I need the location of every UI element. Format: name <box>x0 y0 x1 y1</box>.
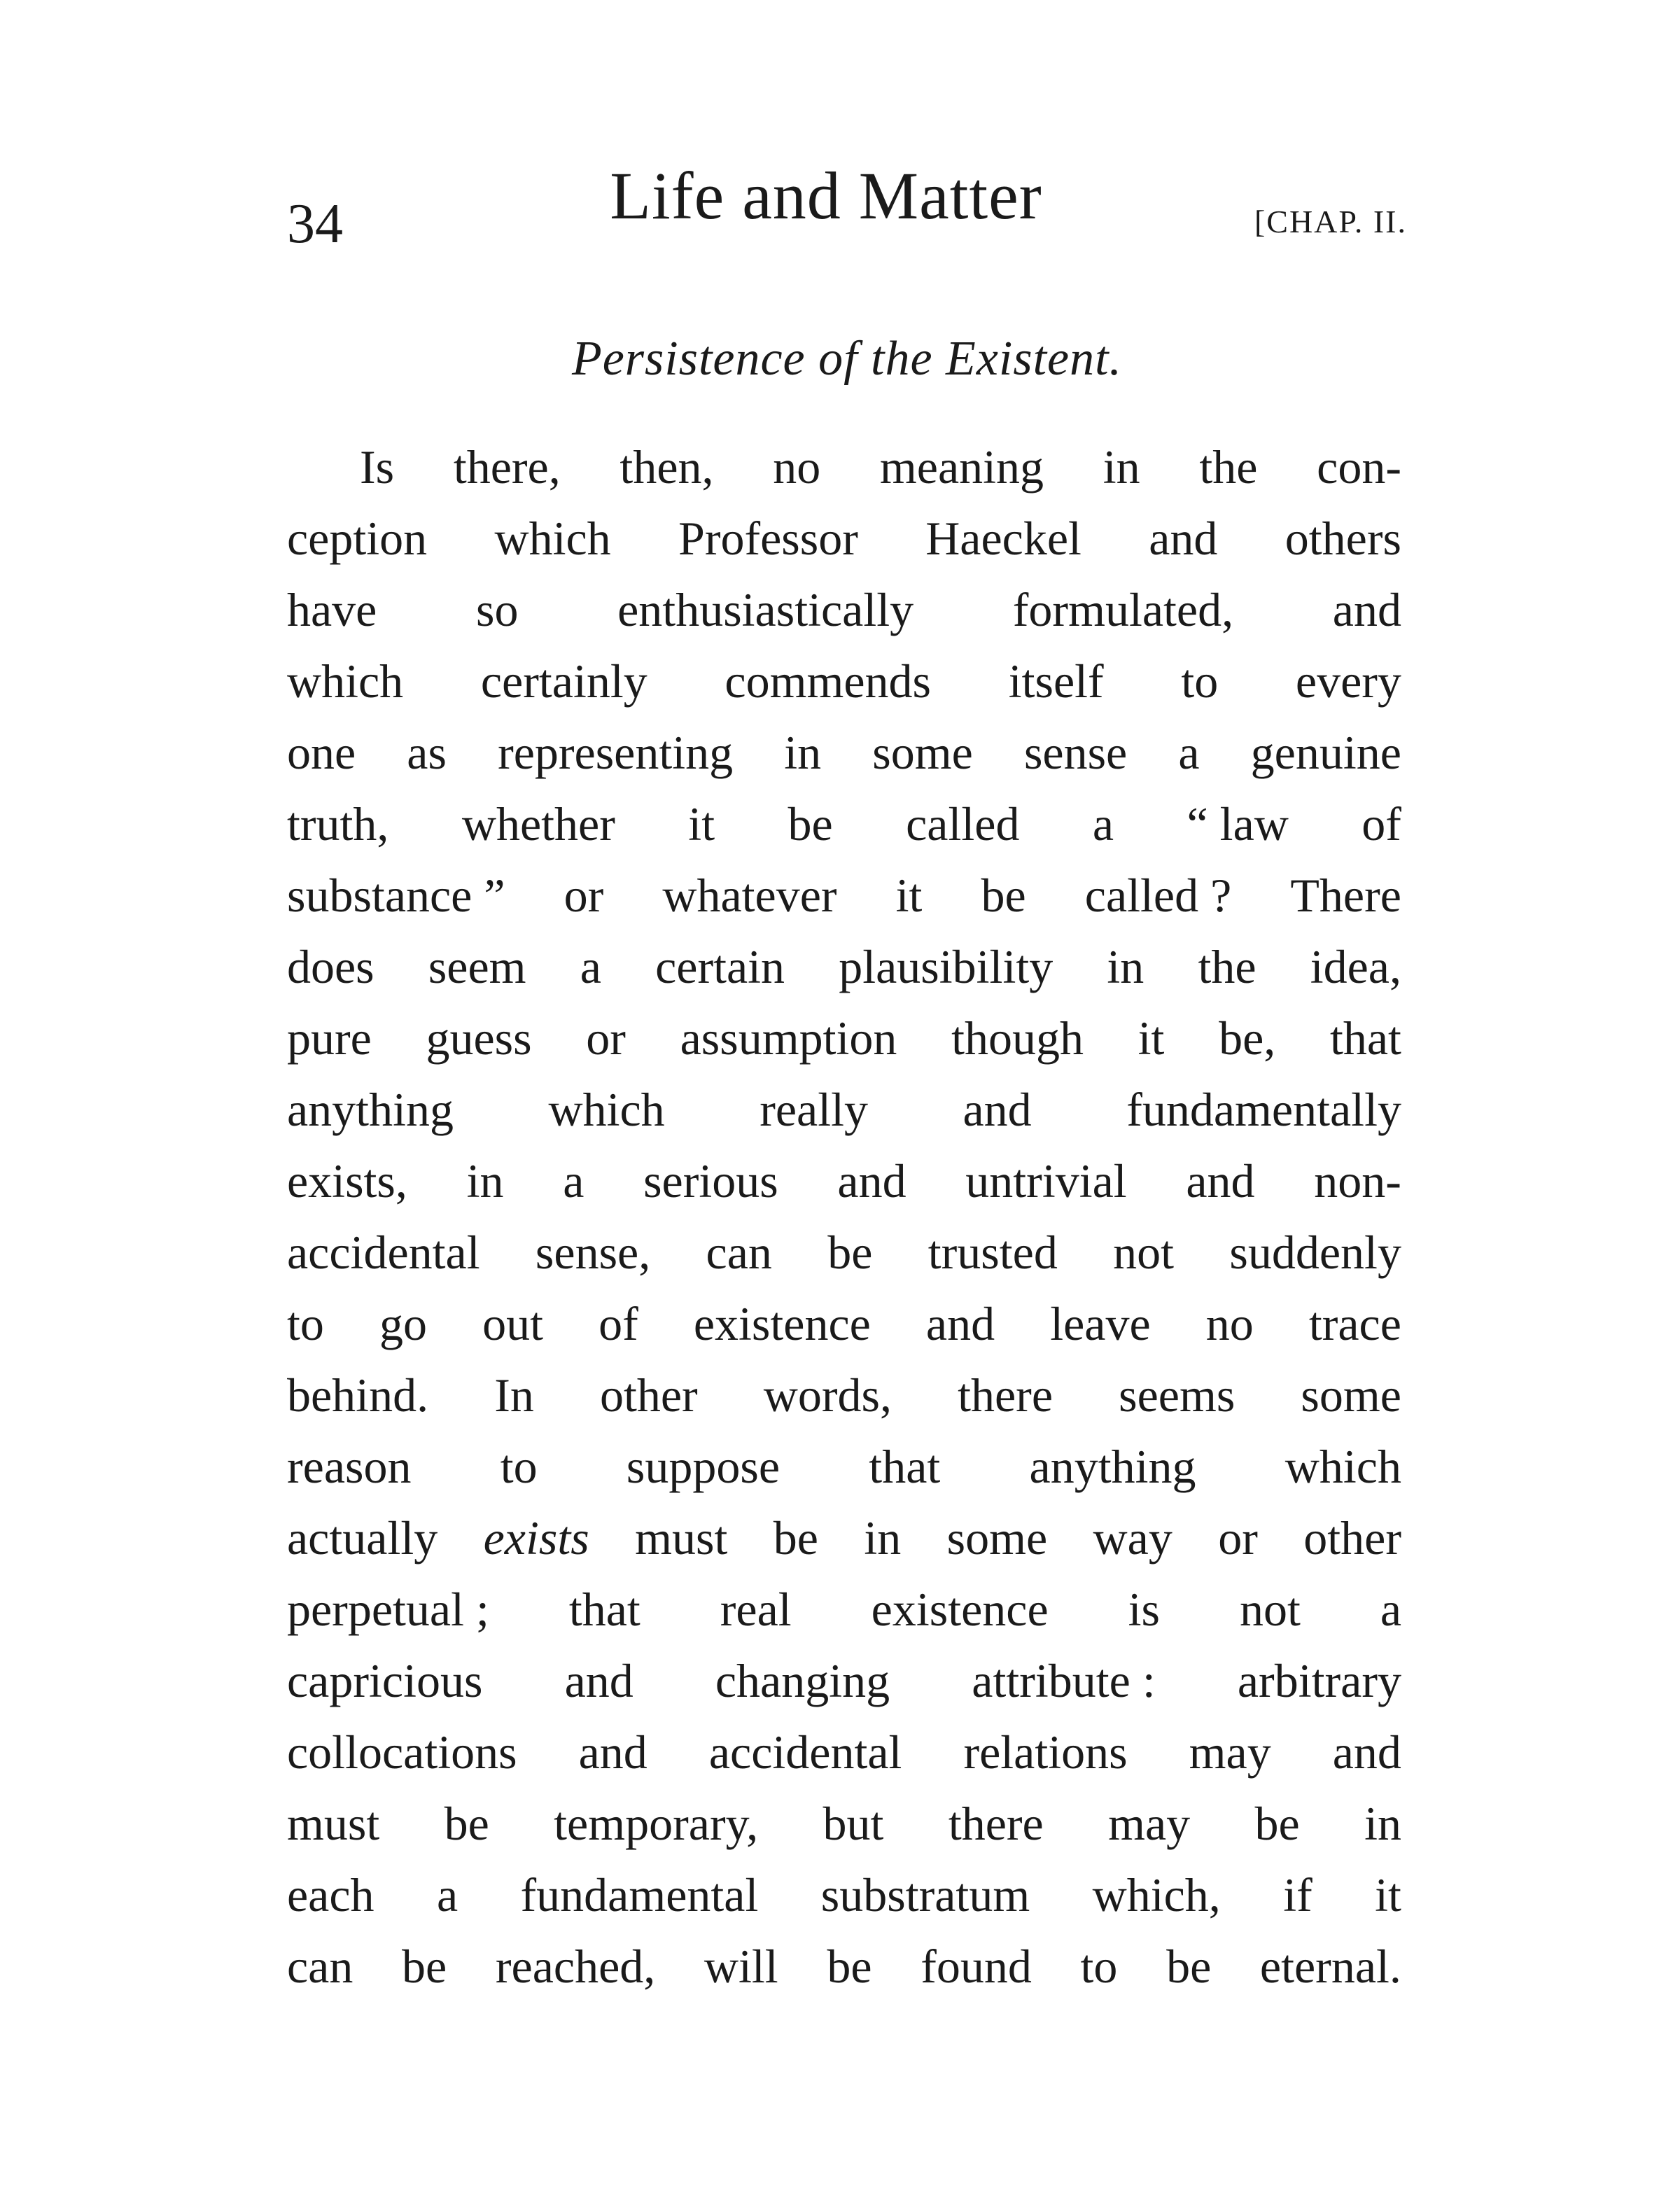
word: that <box>568 1583 640 1636</box>
running-title-text: Life and Matter <box>610 158 1042 233</box>
word: plausibility <box>839 940 1054 993</box>
word: which <box>1284 1440 1401 1493</box>
word: in <box>864 1511 902 1564</box>
word: in <box>1102 440 1140 493</box>
word: seems <box>1119 1368 1236 1422</box>
word: Is <box>360 440 395 493</box>
word: be <box>981 869 1026 922</box>
word: real <box>720 1583 792 1636</box>
word: not <box>1113 1226 1175 1279</box>
word: relations <box>963 1726 1128 1779</box>
word: called ? <box>1084 869 1232 922</box>
word: out <box>482 1297 543 1350</box>
word: it <box>1138 1011 1165 1065</box>
word: is <box>1128 1583 1160 1636</box>
word: it <box>688 797 715 850</box>
word: In <box>494 1368 534 1422</box>
word: may <box>1108 1797 1191 1850</box>
text-line <box>287 1074 1401 1145</box>
text-line <box>287 1431 1401 1502</box>
word: be <box>1254 1797 1300 1850</box>
word: be <box>827 1226 873 1279</box>
word: of <box>1362 797 1401 850</box>
word: assumption <box>680 1011 897 1065</box>
word: serious <box>643 1154 778 1208</box>
word: some <box>1301 1368 1401 1422</box>
word: if <box>1283 1868 1312 1921</box>
word: but <box>822 1797 884 1850</box>
word: or <box>1218 1511 1258 1564</box>
word: be <box>402 1940 447 1993</box>
text-line <box>287 860 1401 931</box>
word: There <box>1290 869 1401 922</box>
word: so <box>476 583 519 636</box>
word: which <box>548 1083 665 1136</box>
word: Haeckel <box>925 512 1082 565</box>
text-line <box>287 717 1401 788</box>
word: will <box>704 1940 778 1993</box>
word: genuine <box>1250 726 1401 779</box>
word: fundamentally <box>1126 1083 1401 1136</box>
word: untrivial <box>965 1154 1127 1208</box>
page-number: 34 <box>287 193 343 255</box>
word: truth, <box>287 797 389 850</box>
text-line <box>287 503 1401 574</box>
word: which, <box>1092 1868 1221 1921</box>
word: can <box>706 1226 772 1279</box>
word: and <box>837 1154 906 1208</box>
word: and <box>564 1654 634 1707</box>
word: changing <box>715 1654 890 1707</box>
word: capricious <box>287 1654 483 1707</box>
word: does <box>287 940 374 993</box>
word: enthusiastically <box>617 583 914 636</box>
text-line <box>287 1145 1401 1217</box>
word: temporary, <box>554 1797 759 1850</box>
word: a <box>563 1154 584 1208</box>
word: there <box>948 1797 1044 1850</box>
word: must <box>635 1511 728 1564</box>
word: not <box>1239 1583 1301 1636</box>
word: be <box>1166 1940 1212 1993</box>
word: to <box>1181 654 1219 708</box>
word: that <box>1329 1011 1401 1065</box>
word: and <box>1186 1154 1255 1208</box>
word: other <box>1303 1511 1401 1564</box>
word: which <box>287 654 404 708</box>
word: in <box>1107 940 1144 993</box>
word: in <box>784 726 822 779</box>
word: have <box>287 583 377 636</box>
word: though <box>951 1011 1084 1065</box>
text-line <box>287 574 1401 645</box>
text-line <box>287 1217 1401 1288</box>
word: itself <box>1008 654 1104 708</box>
word: reason <box>287 1440 412 1493</box>
word: representing <box>498 726 734 779</box>
text-line <box>287 788 1401 860</box>
word: to <box>500 1440 538 1493</box>
word: others <box>1284 512 1401 565</box>
word: be <box>827 1940 872 1993</box>
word: words, <box>763 1368 892 1422</box>
word: as <box>407 726 447 779</box>
word: and <box>1332 1726 1401 1779</box>
word: a <box>1380 1583 1401 1636</box>
word: other <box>599 1368 698 1422</box>
word: there, <box>453 440 561 493</box>
word: no <box>1205 1297 1254 1350</box>
text-line <box>287 1359 1401 1431</box>
word: and <box>1149 512 1218 565</box>
word: every <box>1295 654 1401 708</box>
text-line <box>287 1574 1401 1645</box>
word: arbitrary <box>1237 1654 1401 1707</box>
word: attribute : <box>972 1654 1156 1707</box>
word: anything <box>287 1083 454 1136</box>
word: to <box>287 1297 324 1350</box>
word: it <box>895 869 923 922</box>
word: collocations <box>287 1726 517 1779</box>
word: a <box>1178 726 1200 779</box>
text-line <box>287 1859 1401 1931</box>
word: “ law <box>1186 797 1289 850</box>
word: anything <box>1029 1440 1196 1493</box>
word: really <box>760 1083 868 1136</box>
word: substance ” <box>287 869 505 922</box>
word: pure <box>287 1011 372 1065</box>
word: then, <box>620 440 714 493</box>
word: and <box>578 1726 648 1779</box>
word: commends <box>724 654 932 708</box>
text-line <box>287 1788 1401 1859</box>
word: con- <box>1317 440 1401 493</box>
word: meaning <box>879 440 1044 493</box>
word: trusted <box>927 1226 1058 1279</box>
word: be, <box>1219 1011 1276 1065</box>
text-line <box>287 1645 1401 1716</box>
word: sense, <box>535 1226 651 1279</box>
section-heading: Persistence of the Existent. <box>571 332 1123 386</box>
word: guess <box>426 1011 532 1065</box>
word: go <box>379 1297 427 1350</box>
running-title <box>287 158 1407 233</box>
chapter-reference: [CHAP. II. <box>1254 204 1407 239</box>
text-line <box>287 645 1401 717</box>
text-line <box>287 1716 1401 1788</box>
word: existence <box>871 1583 1049 1636</box>
word: or <box>586 1011 626 1065</box>
word: suddenly <box>1229 1226 1401 1279</box>
word: actually <box>287 1511 438 1564</box>
word: non- <box>1314 1154 1401 1208</box>
word: sense <box>1023 726 1128 779</box>
word: behind. <box>287 1368 429 1422</box>
word: the <box>1199 440 1258 493</box>
word: it <box>1375 1868 1401 1921</box>
word: found <box>920 1940 1032 1993</box>
word: seem <box>428 940 526 993</box>
word: exists, <box>287 1154 407 1208</box>
running-head <box>287 158 1407 260</box>
word: certain <box>655 940 785 993</box>
word: eternal. <box>1259 1940 1401 1993</box>
word: which <box>494 512 611 565</box>
word: ception <box>287 512 428 565</box>
word: called <box>906 797 1020 850</box>
word: accidental <box>708 1726 902 1779</box>
word: be <box>444 1797 489 1850</box>
word: perpetual ; <box>287 1583 489 1636</box>
word: whatever <box>662 869 837 922</box>
word: and <box>962 1083 1032 1136</box>
word: can <box>287 1940 354 1993</box>
paragraph <box>287 431 1401 2002</box>
word: that <box>869 1440 941 1493</box>
word: a <box>580 940 601 993</box>
word: a <box>1092 797 1114 850</box>
word: formulated, <box>1012 583 1234 636</box>
word: be <box>773 1511 818 1564</box>
word: existence <box>693 1297 871 1350</box>
word: in <box>1364 1797 1401 1850</box>
word: some <box>872 726 973 779</box>
word: way <box>1093 1511 1172 1564</box>
word: each <box>287 1868 374 1921</box>
word: there <box>958 1368 1054 1422</box>
text-line <box>287 931 1401 1002</box>
word: accidental <box>287 1226 480 1279</box>
word: whether <box>461 797 615 850</box>
word: Professor <box>678 512 858 565</box>
word: and <box>1332 583 1401 636</box>
word: must <box>287 1797 380 1850</box>
text-line <box>287 1931 1401 2002</box>
word: in <box>466 1154 504 1208</box>
word: trace <box>1308 1297 1401 1350</box>
word: idea, <box>1310 940 1401 993</box>
text-line <box>287 1002 1401 1074</box>
text-line <box>287 1288 1401 1359</box>
word: substratum <box>820 1868 1030 1921</box>
word: one <box>287 726 356 779</box>
word: and <box>925 1297 995 1350</box>
word: fundamental <box>520 1868 759 1921</box>
word: a <box>436 1868 458 1921</box>
word: the <box>1198 940 1256 993</box>
word: may <box>1189 1726 1271 1779</box>
word: to <box>1080 1940 1118 1993</box>
word: certainly <box>480 654 648 708</box>
word: some <box>946 1511 1048 1564</box>
word: be <box>788 797 833 850</box>
word: or <box>564 869 604 922</box>
word: leave <box>1050 1297 1151 1350</box>
word-emphasis: exists <box>483 1511 589 1564</box>
word: reached, <box>495 1940 656 1993</box>
word: of <box>598 1297 638 1350</box>
word: no <box>773 440 821 493</box>
word: suppose <box>626 1440 780 1493</box>
text-line <box>287 1502 1401 1574</box>
text-line <box>287 431 1401 503</box>
